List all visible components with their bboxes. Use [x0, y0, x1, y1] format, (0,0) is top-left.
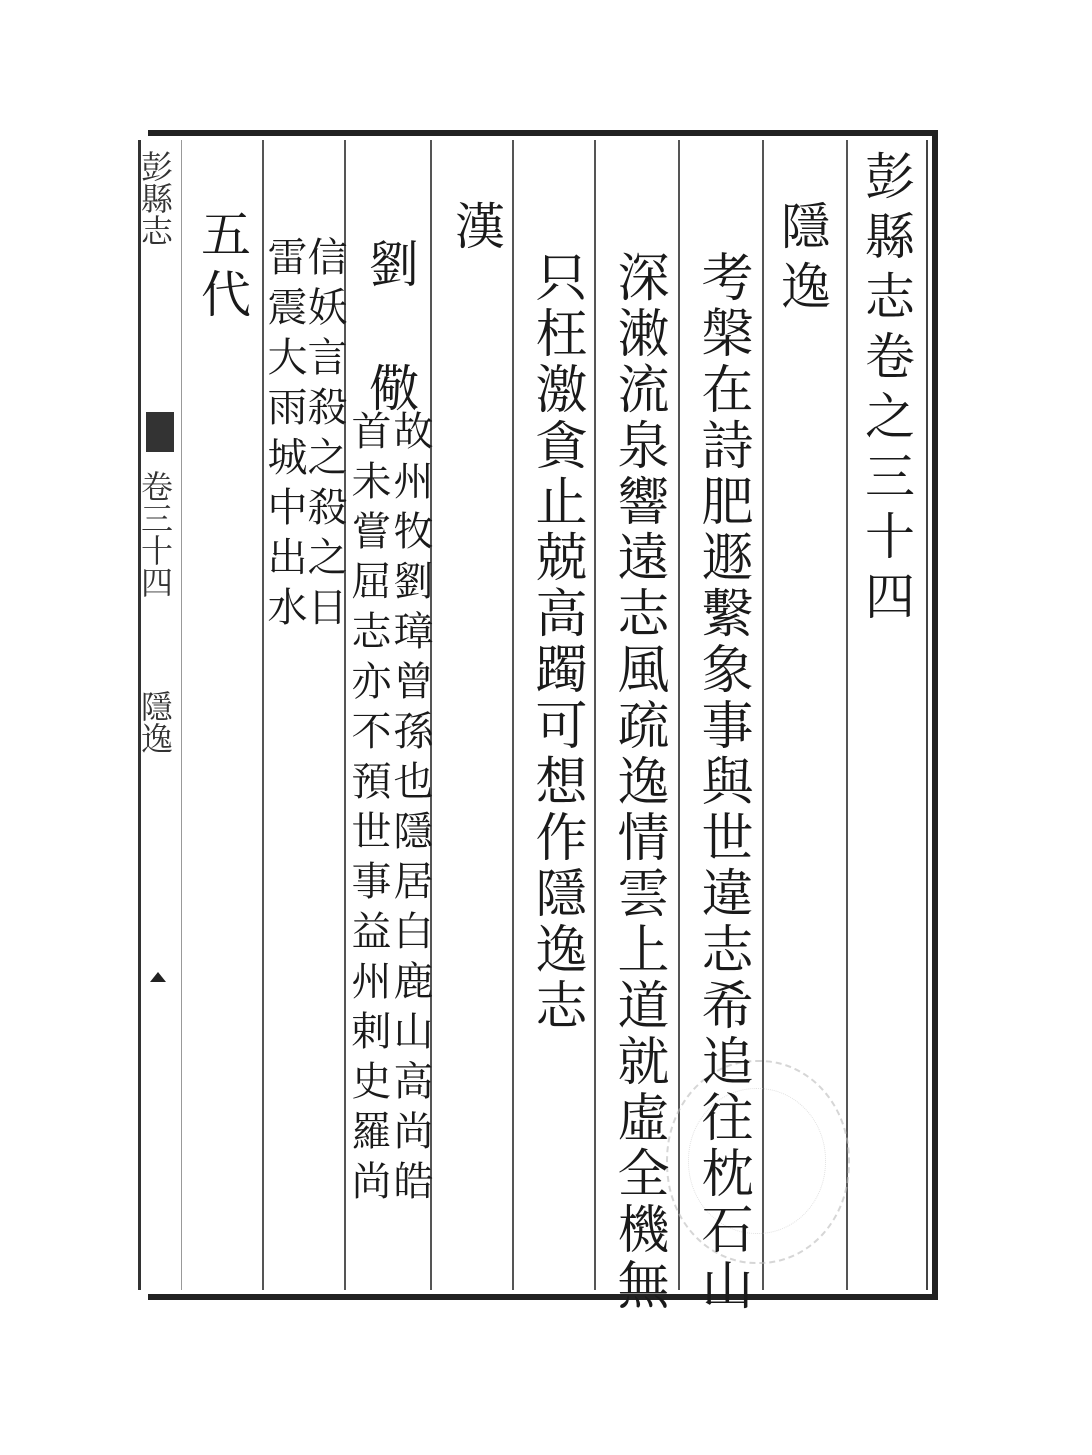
preface-line-1: 考槃在詩肥遯繫象事與世違志希追往枕石山	[692, 250, 752, 1314]
frame-inner-rule	[926, 140, 928, 1290]
fish-tail-mark	[146, 412, 174, 452]
column-rule	[512, 140, 514, 1290]
preface-line-2: 深潄流泉響遠志風疏逸情雲上道就虛全機無	[608, 250, 668, 1314]
margin-triangle-mark	[150, 972, 166, 982]
entry-line-2: 首未嘗屈志亦不預世事益州剌史羅尚	[345, 410, 391, 1210]
volume-title: 彭縣志卷之三十四	[857, 150, 915, 630]
entry-given-name: 儆	[361, 362, 419, 422]
section-heading: 隱逸	[773, 200, 831, 320]
entry-line-1: 故州牧劉璋曾孫也隱居白鹿山高尚皓	[387, 410, 433, 1210]
note-line-1: 信妖言殺之殺之日	[301, 236, 347, 636]
entry-surname: 劉	[361, 238, 419, 298]
dynasty-heading-han: 漢	[447, 200, 505, 260]
margin-juan-number: 卷三十四	[136, 470, 174, 598]
column-rule	[594, 140, 596, 1290]
margin-book-title: 彭縣志	[136, 150, 174, 246]
note-line-2: 雷震大雨城中出水	[261, 236, 307, 636]
column-rule	[846, 140, 848, 1290]
preface-line-3: 只枉激貪止兢高躅可想作隱逸志	[526, 250, 586, 1034]
dynasty-heading-wudai: 五代	[193, 208, 251, 328]
margin-section-title: 隱逸	[136, 690, 174, 754]
